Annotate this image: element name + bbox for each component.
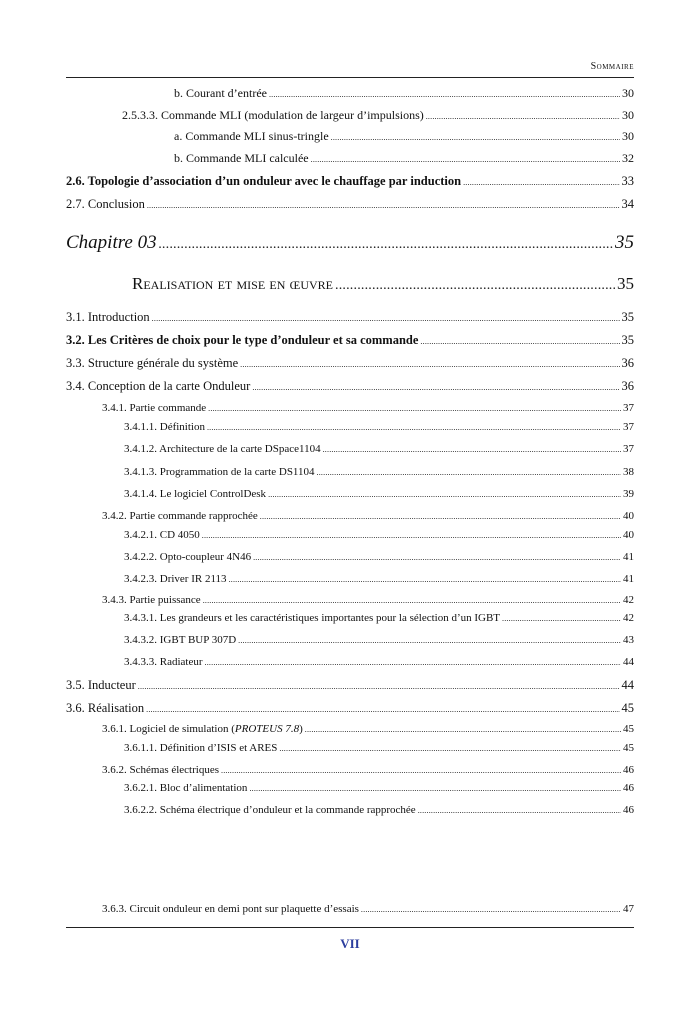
toc-entry-page: 36 <box>621 379 634 393</box>
toc-entry-text: 3.3. Structure générale du système <box>66 356 239 370</box>
toc-entry-text: 3.4.1.3. Programmation de la carte DS1104 <box>124 466 315 478</box>
toc-leader-dots <box>331 129 620 144</box>
toc-entry-page: 46 <box>623 804 634 816</box>
toc-entry-page: 36 <box>621 356 634 370</box>
toc-entry-text: a. Commande MLI sinus-tringle <box>174 129 329 143</box>
toc-entry-text: 2.6. Topologie d’association d’un onduleur avec le chauffage par induction <box>66 174 462 188</box>
toc-entry-text: 3.6.3. Circuit onduleur en demi pont sur plaquette d’essais <box>102 903 359 915</box>
toc-entry-page: 35 <box>621 333 634 347</box>
toc-leader-dots <box>418 804 621 816</box>
toc-leader-dots <box>279 742 621 754</box>
toc-leader-dots <box>311 151 620 166</box>
toc-entry-page: 40 <box>623 510 634 522</box>
toc-entry-text: 3.4.2. Partie commande rapprochée <box>102 510 258 522</box>
toc-entry-text <box>102 723 303 735</box>
toc-entry-page: 37 <box>623 443 634 455</box>
toc-leader-dots <box>240 356 619 371</box>
page-header-title: Sommaire <box>590 61 634 72</box>
toc-entry-text: 3.4.2.3. Driver IR 2113 <box>124 573 227 585</box>
toc-entry-page: 34 <box>621 197 634 211</box>
toc-entry[interactable] <box>66 333 634 348</box>
toc-entry-text: 3.4.3.3. Radiateur <box>124 656 203 668</box>
toc-leader-dots <box>152 310 620 325</box>
toc-entry-page: 38 <box>623 466 634 478</box>
toc-entry[interactable] <box>124 573 634 585</box>
toc-entry-text: 2.7. Conclusion <box>66 197 145 211</box>
toc-entry[interactable] <box>124 656 634 668</box>
toc-entry[interactable] <box>124 551 634 563</box>
toc-entry[interactable] <box>124 634 634 646</box>
toc-entry[interactable] <box>66 310 634 325</box>
toc-entry-page: 41 <box>623 551 634 563</box>
toc-entry[interactable] <box>66 197 634 212</box>
toc-entry-text: 3.4.1. Partie commande <box>102 402 207 414</box>
toc-chapter-title[interactable] <box>132 274 634 294</box>
toc-entry-text: b. Commande MLI calculée <box>174 151 309 165</box>
toc-entry-text: 3.4.1.1. Définition <box>124 421 205 433</box>
toc-entry[interactable] <box>124 466 634 478</box>
toc-entry[interactable] <box>102 764 634 776</box>
toc-entry[interactable] <box>124 804 634 816</box>
toc-entry-page: 46 <box>623 782 634 794</box>
toc-leader-dots <box>260 510 621 522</box>
toc-leader-dots <box>203 594 621 606</box>
toc-entry[interactable] <box>66 174 634 189</box>
toc-entry-page: 45 <box>623 723 634 735</box>
toc-entry-page: 37 <box>623 402 634 414</box>
header-rule <box>66 77 634 78</box>
toc-entry-text: 3.4.1.4. Le logiciel ControlDesk <box>124 488 267 500</box>
toc-entry-page: 35 <box>617 274 634 293</box>
toc-entry-text: 3.4.1.2. Architecture de la carte DSpace1104 <box>124 443 321 455</box>
toc-entry-text: Realisation et mise en œuvre <box>132 274 333 293</box>
toc-leader-dots <box>249 782 621 794</box>
toc-entry-text: 3.4.2.1. CD 4050 <box>124 529 200 541</box>
toc-entry[interactable] <box>66 379 634 394</box>
toc-entry[interactable] <box>174 86 634 101</box>
toc-leader-dots <box>335 274 615 294</box>
toc-entry-text: 3.4.3. Partie puissance <box>102 594 201 606</box>
toc-leader-dots <box>138 678 620 693</box>
toc-entry-page: 30 <box>622 129 634 143</box>
toc-entry[interactable] <box>102 723 634 735</box>
toc-entry-page: 44 <box>623 656 634 668</box>
toc-leader-dots <box>208 402 621 414</box>
toc-chapter-heading[interactable] <box>66 232 634 254</box>
toc-leader-dots <box>361 903 621 915</box>
toc-entry-text: 3.5. Inducteur <box>66 678 136 692</box>
toc-entry-text-post: ) <box>299 723 303 735</box>
toc-entry[interactable] <box>124 443 634 455</box>
toc-entry[interactable] <box>122 108 634 123</box>
toc-leader-dots <box>221 764 621 776</box>
toc-entry-text: 3.6.2. Schémas électriques <box>102 764 219 776</box>
toc-entry-text: 3.6.2.1. Bloc d’alimentation <box>124 782 248 794</box>
toc-leader-dots <box>305 723 621 735</box>
toc-entry-page: 32 <box>622 151 634 165</box>
toc-leader-dots <box>238 634 621 646</box>
toc-entry-text: 2.5.3.3. Commande MLI (modulation de largeur d’impulsions) <box>122 108 424 122</box>
toc-entry-page: 47 <box>623 903 634 915</box>
toc-leader-dots <box>323 443 621 455</box>
toc-entry-page: 35 <box>615 232 634 253</box>
toc-leader-dots <box>205 656 621 668</box>
toc-entry-page: 44 <box>621 678 634 692</box>
toc-entry-text: 3.6. Réalisation <box>66 701 145 715</box>
toc-entry-text: 3.4.2.2. Opto-coupleur 4N46 <box>124 551 252 563</box>
toc-leader-dots <box>146 701 619 716</box>
toc-leader-dots <box>159 232 613 254</box>
toc-entry-text: 3.6.2.2. Schéma électrique d’onduleur et la commande rapprochée <box>124 804 416 816</box>
toc-leader-dots <box>463 174 619 189</box>
toc-entry-page: 45 <box>623 742 634 754</box>
footer-page-number: VII <box>340 936 360 951</box>
toc-entry-text: 3.6.1.1. Définition d’ISIS et ARES <box>124 742 278 754</box>
toc-entry-page: 40 <box>623 529 634 541</box>
toc-entry-text: 3.4.3.2. IGBT BUP 307D <box>124 634 237 646</box>
toc-entry[interactable] <box>102 510 634 522</box>
toc-entry[interactable] <box>124 612 634 624</box>
toc-entry[interactable] <box>66 356 634 371</box>
toc-entry-page: 30 <box>622 86 634 100</box>
toc-entry-text: Chapitre 03 <box>66 232 157 253</box>
toc-entry-page: 42 <box>623 612 634 624</box>
toc-entry[interactable] <box>66 678 634 693</box>
toc-leader-dots <box>317 466 621 478</box>
toc-entry-page: 42 <box>623 594 634 606</box>
toc-leader-dots <box>253 551 621 563</box>
toc-leader-dots <box>502 612 621 624</box>
toc-entry-page: 39 <box>623 488 634 500</box>
toc-leader-dots <box>147 197 620 212</box>
toc-entry[interactable] <box>124 421 634 433</box>
toc-entry-page: 43 <box>623 634 634 646</box>
toc-entry-page: 41 <box>623 573 634 585</box>
toc-leader-dots <box>252 379 619 394</box>
toc-entry[interactable] <box>124 782 634 794</box>
toc-entry-page: 37 <box>623 421 634 433</box>
toc-entry[interactable] <box>124 529 634 541</box>
toc-entry[interactable] <box>66 701 634 716</box>
toc-entry[interactable] <box>102 594 634 606</box>
toc-entry-page: 33 <box>621 174 634 188</box>
toc-entry-text: 3.4.3.1. Les grandeurs et les caractéristiques importantes pour la sélection d’un IGBT <box>124 612 501 624</box>
toc-leader-dots <box>426 108 620 123</box>
toc-entry[interactable] <box>174 151 634 166</box>
toc-entry-page: 46 <box>623 764 634 776</box>
toc-entry-text: 3.4. Conception de la carte Onduleur <box>66 379 251 393</box>
toc-entry-text: 3.2. Les Critères de choix pour le type d’onduleur et sa commande <box>66 333 419 347</box>
toc-leader-dots <box>229 573 621 585</box>
toc-entry-page: 45 <box>621 701 634 715</box>
toc-leader-dots <box>202 529 621 541</box>
toc-entry[interactable] <box>124 488 634 500</box>
toc-entry[interactable] <box>102 402 634 414</box>
toc-entry[interactable] <box>174 129 634 144</box>
toc-entry-text-em: PROTEUS 7.8 <box>234 723 300 735</box>
toc-entry-text: 3.1. Introduction <box>66 310 150 324</box>
toc-leader-dots <box>268 488 621 500</box>
footer-rule <box>66 927 634 928</box>
toc-entry-text: b. Courant d’entrée <box>174 86 267 100</box>
toc-entry-page: 35 <box>621 310 634 324</box>
toc-entry-page: 30 <box>622 108 634 122</box>
toc-leader-dots <box>207 421 621 433</box>
toc-entry[interactable] <box>102 903 634 915</box>
toc-leader-dots <box>420 333 619 348</box>
toc-entry[interactable] <box>124 742 634 754</box>
toc-entry-text-pre: 3.6.1. Logiciel de simulation ( <box>102 723 235 735</box>
toc-leader-dots <box>269 86 620 101</box>
